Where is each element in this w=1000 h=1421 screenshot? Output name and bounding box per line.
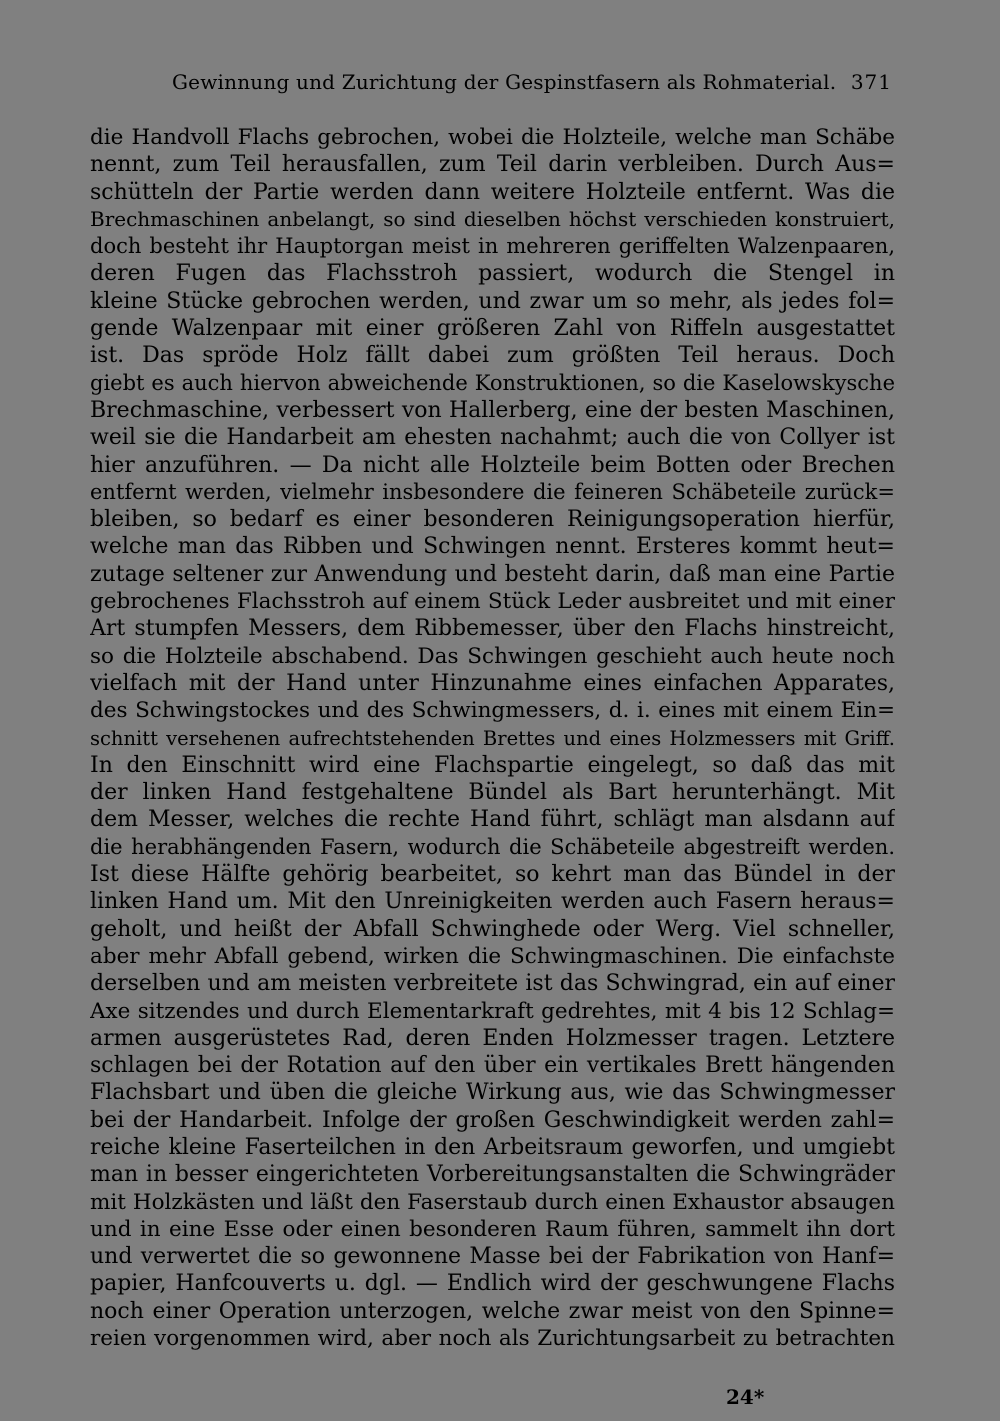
text-line: derselben und am meisten verbreitete ist das Schwingrad, ein auf einer (90, 971, 895, 997)
text-line: noch einer Operation unterzogen, welche zwar meist von den Spinne= (90, 1298, 895, 1324)
text-line: ist. Das spröde Holz fällt dabei zum größten Teil heraus. Doch (90, 343, 895, 369)
text-line: Axe sitzendes und durch Elementarkraft gedrehtes, mit 4 bis 12 Schlag= (90, 998, 895, 1024)
text-line: Brechmaschine, verbessert von Hallerberg, eine der besten Maschinen, (90, 397, 895, 423)
body-text (90, 124, 895, 1352)
text-line: Flachsbart und üben die gleiche Wirkung aus, wie das Schwingmesser (90, 1080, 895, 1106)
text-line: und in eine Esse oder einen besonderen Raum führen, sammelt ihn dort (90, 1216, 895, 1242)
text-line: nennt, zum Teil herausfallen, zum Teil darin verbleiben. Durch Aus= (90, 152, 895, 178)
text-line: Ist diese Hälfte gehörig bearbeitet, so kehrt man das Bündel in der (90, 862, 895, 888)
text-line: papier, Hanfcouverts u. dgl. — Endlich wird der geschwungene Flachs (90, 1271, 895, 1297)
text-line: der linken Hand festgehaltene Bündel als Bart herunterhängt. Mit (90, 780, 895, 806)
text-line: kleine Stücke gebrochen werden, und zwar um so mehr, als jedes fol= (90, 288, 895, 314)
text-line: armen ausgerüstetes Rad, deren Enden Holzmesser tragen. Letztere (90, 1025, 895, 1051)
text-line: und verwertet die so gewonnene Masse bei der Fabrikation von Hanf= (90, 1244, 895, 1270)
text-line: dem Messer, welches die rechte Hand führt, schlägt man alsdann auf (90, 807, 895, 833)
text-line: des Schwingstockes und des Schwingmessers, d. i. eines mit einem Ein= (90, 698, 895, 724)
text-line: vielfach mit der Hand unter Hinzunahme eines einfachen Apparates, (90, 670, 895, 696)
text-line: man in besser eingerichteten Vorbereitungsanstalten die Schwingräder (90, 1162, 895, 1188)
text-line: Brechmaschinen anbelangt, so sind dieselben höchst verschieden konstruiert, (90, 206, 895, 231)
text-line: welche man das Ribben und Schwingen nennt. Ersteres kommt heut= (90, 534, 895, 560)
text-line: zutage seltener zur Anwendung und besteht darin, daß man eine Partie (90, 561, 895, 587)
text-line: weil sie die Handarbeit am ehesten nachahmt; auch die von Collyer ist (90, 425, 895, 451)
text-line: reiche kleine Faserteilchen in den Arbeitsraum geworfen, und umgiebt (90, 1134, 895, 1160)
text-line: linken Hand um. Mit den Unreinigkeiten werden auch Fasern heraus= (90, 889, 895, 915)
text-line: mit Holzkästen und läßt den Faserstaub durch einen Exhaustor absaugen (90, 1189, 895, 1215)
text-line: schnitt versehenen aufrechtstehenden Brettes und eines Holzmessers mit Griff. (90, 726, 895, 750)
text-line: schlagen bei der Rotation auf den über ein vertikales Brett hängenden (90, 1053, 895, 1079)
text-line: geholt, und heißt der Abfall Schwinghede oder Werg. Viel schneller, (90, 916, 895, 942)
text-line: bleiben, so bedarf es einer besonderen Reinigungsoperation hierfür, (90, 507, 895, 533)
text-line: In den Einschnitt wird eine Flachspartie eingelegt, so daß das mit (90, 752, 895, 778)
running-title: Gewinnung und Zurichtung der Gespinstfasern als Rohmaterial. (172, 70, 837, 94)
text-line: giebt es auch hiervon abweichende Konstruktionen, so die Kaselowskysche (90, 370, 895, 395)
text-line: doch besteht ihr Hauptorgan meist in mehreren geriffelten Walzenpaaren, (90, 234, 895, 259)
signature-mark: 24* (726, 1385, 765, 1409)
text-line: bei der Handarbeit. Infolge der großen Geschwindigkeit werden zahl= (90, 1107, 895, 1133)
text-line: gebrochenes Flachsstroh auf einem Stück Leder ausbreitet und mit einer (90, 589, 895, 615)
text-line: die Handvoll Flachs gebrochen, wobei die Holzteile, welche man Schäbe (90, 125, 895, 150)
text-line: Art stumpfen Messers, dem Ribbemesser, über den Flachs hinstreicht, (90, 616, 895, 642)
text-line: reien vorgenommen wird, aber noch als Zurichtungsarbeit zu betrachten (90, 1326, 895, 1352)
text-line: hier anzuführen. — Da nicht alle Holzteile beim Botten oder Brechen (90, 452, 895, 478)
text-line: aber mehr Abfall gebend, wirken die Schwingmaschinen. Die einfachste (90, 943, 895, 969)
text-line: schütteln der Partie werden dann weitere Holzteile entfernt. Was die (90, 179, 895, 205)
text-line: deren Fugen das Flachsstroh passiert, wodurch die Stengel in (90, 261, 895, 287)
text-line: so die Holzteile abschabend. Das Schwingen geschieht auch heute noch (90, 643, 895, 669)
running-head (172, 66, 892, 98)
page-number: 371 (850, 70, 892, 94)
text-line: entfernt werden, vielmehr insbesondere die feineren Schäbeteile zurück= (90, 479, 895, 504)
text-line: die herabhängenden Fasern, wodurch die Schäbeteile abgestreift werden. (90, 834, 895, 859)
text-line: gende Walzenpaar mit einer größeren Zahl von Riffeln ausgestattet (90, 316, 895, 342)
